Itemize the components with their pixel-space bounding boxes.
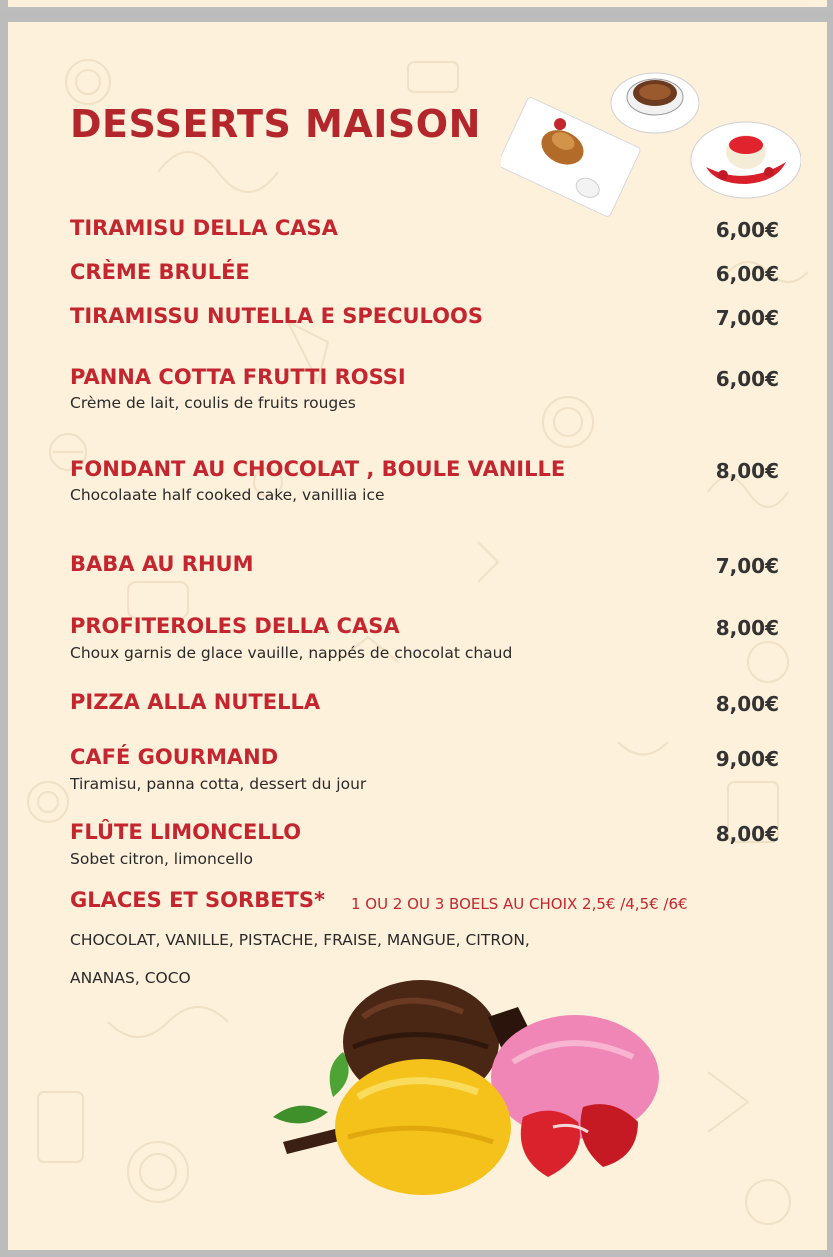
item-price: 7,00€ xyxy=(715,554,779,578)
page-title: DESSERTS MAISON xyxy=(70,102,481,146)
dessert-plates-illustration xyxy=(501,67,801,217)
item-description: Tiramisu, panna cotta, dessert du jour xyxy=(70,775,367,793)
item-price: 6,00€ xyxy=(715,262,779,286)
glaces-title: GLACES ET SORBETS* xyxy=(70,888,325,912)
item-price: 8,00€ xyxy=(715,616,779,640)
previous-page-sheet xyxy=(8,0,827,7)
item-price: 6,00€ xyxy=(715,218,779,242)
menu-page xyxy=(8,22,827,1250)
previous-page-edge xyxy=(0,0,833,10)
item-description: Choux garnis de glace vauille, nappés de chocolat chaud xyxy=(70,644,513,662)
item-name: FLÛTE LIMONCELLO xyxy=(70,820,302,844)
item-name: FONDANT AU CHOCOLAT , BOULE VANILLE xyxy=(70,457,566,481)
glaces-pricing-note: 1 OU 2 OU 3 BOELS AU CHOIX 2,5€ /4,5€ /6€ xyxy=(351,895,688,913)
item-price: 8,00€ xyxy=(715,692,779,716)
item-price: 8,00€ xyxy=(715,822,779,846)
item-name: BABA AU RHUM xyxy=(70,552,254,576)
item-description: Chocolaate half cooked cake, vanillia ice xyxy=(70,486,385,504)
ice-cream-scoops-illustration xyxy=(253,977,673,1207)
flavors-line: CHOCOLAT, VANILLE, PISTACHE, FRAISE, MANGUE, CITRON, xyxy=(70,931,530,949)
item-name: TIRAMISSU NUTELLA E SPECULOOS xyxy=(70,304,484,328)
item-price: 7,00€ xyxy=(715,306,779,330)
item-description: Crème de lait, coulis de fruits rouges xyxy=(70,394,356,412)
item-name: TIRAMISU DELLA CASA xyxy=(70,216,338,240)
item-name: PANNA COTTA FRUTTI ROSSI xyxy=(70,365,406,389)
item-description: Sobet citron, limoncello xyxy=(70,850,253,868)
item-name: PROFITEROLES DELLA CASA xyxy=(70,614,400,638)
item-name: CRÈME BRULÉE xyxy=(70,260,250,284)
item-name: PIZZA ALLA NUTELLA xyxy=(70,690,321,714)
flavors-line: ANANAS, COCO xyxy=(70,969,191,987)
item-price: 6,00€ xyxy=(715,367,779,391)
item-price: 9,00€ xyxy=(715,747,779,771)
item-price: 8,00€ xyxy=(715,459,779,483)
item-name: CAFÉ GOURMAND xyxy=(70,745,279,769)
